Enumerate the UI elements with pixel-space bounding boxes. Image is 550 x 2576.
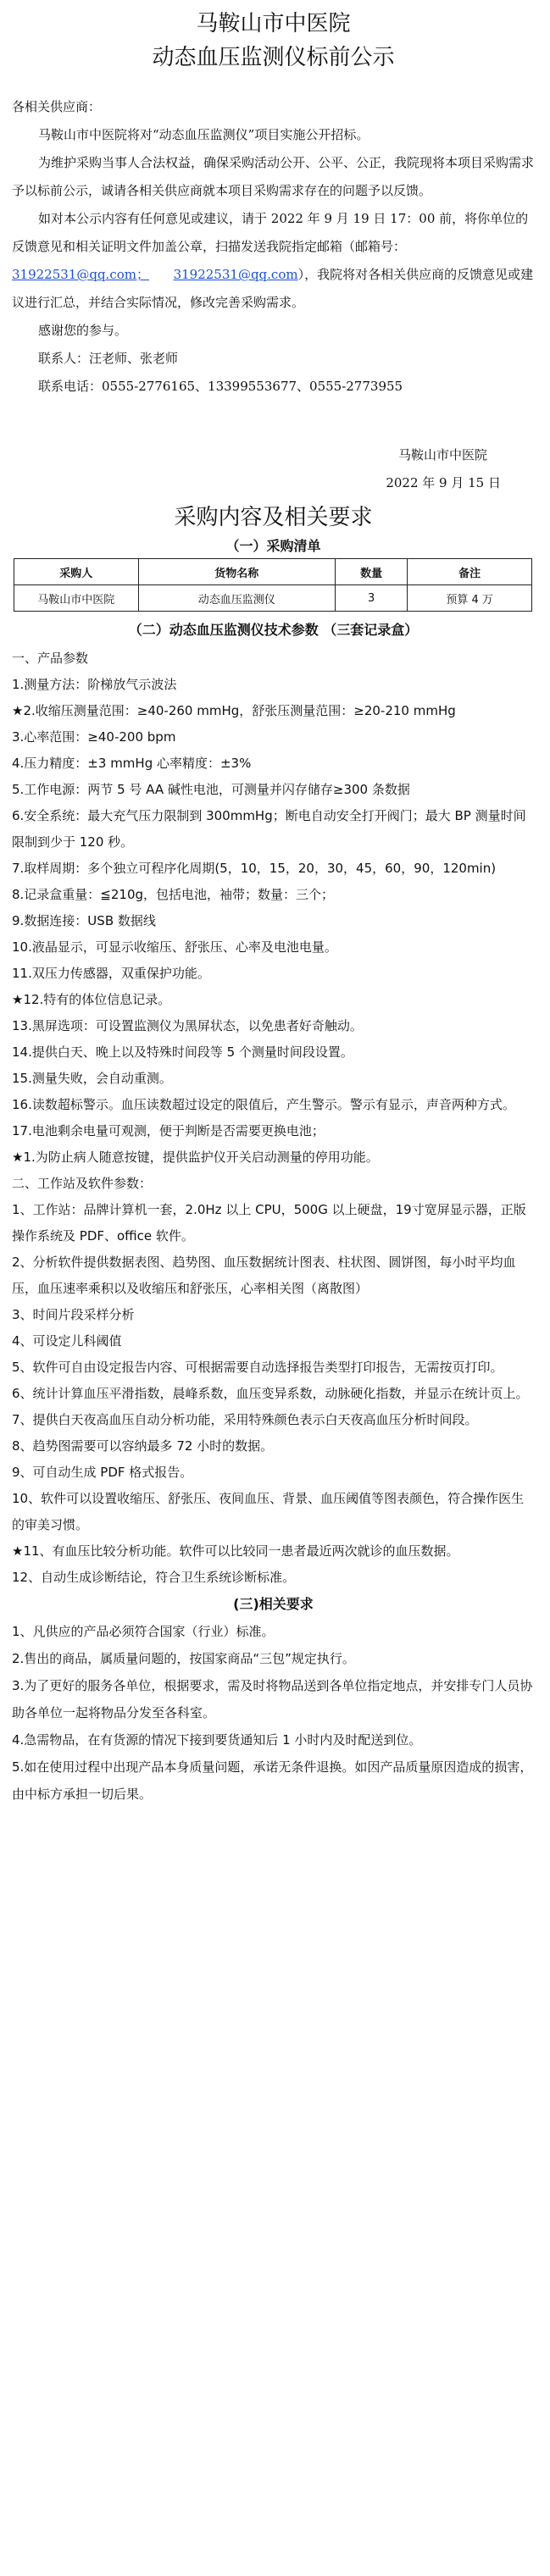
table-cell: 马鞍山市中医院	[14, 585, 139, 612]
table-header-cell: 备注	[408, 559, 532, 585]
table-header-cell: 采购人	[14, 559, 139, 585]
list-item: 4.急需物品，在有货源的情况下接到要货通知后 1 小时内及时配送到位。	[12, 1732, 422, 1748]
notice-paragraph-3-start: 如对本公示内容有任何意见或建议，请于 2022 年 9 月 19 日 17：00 前，将你单位的反馈意见和相关证明文件加盖公章，扫描发送我院指定邮箱（邮箱号：	[12, 211, 529, 254]
list-item: 一、产品参数	[12, 651, 89, 666]
list-item: 8.记录盒重量：≦210g，包括电池，袖带；数量：三个；	[12, 887, 335, 902]
requirements-title: 采购内容及相关要求	[174, 505, 373, 530]
email-link-1[interactable]: 31922531@qq.com；	[12, 267, 149, 282]
list-item: 二、工作站及软件参数：	[12, 1176, 153, 1191]
list-item: 16.读数超标警示。血压读数超过设定的限值后，产生警示。警示有显示，声音两种方式。	[12, 1097, 515, 1112]
list-item: 5、软件可自由设定报告内容、可根据需要自动选择报告类型打印报告，无需按页打印。	[12, 1360, 503, 1375]
table-header-cell: 货物名称	[138, 559, 335, 585]
list-item: 14.提供白天、晚上以及特殊时间段等 5 个测量时间段设置。	[12, 1044, 353, 1060]
contact-phones: 联系电话：0555-2776165、13399553677、0555-2773955	[38, 379, 403, 394]
table-cell: 动态血压监测仪	[138, 585, 335, 612]
section2-title: （二）动态血压监测仪技术参数 （三套记录盒）	[128, 622, 419, 638]
header-hospital-name: 马鞍山市中医院	[196, 11, 351, 36]
list-item: 7、提供白天夜高血压自动分析功能，采用特殊颜色表示白天夜高血压分析时间段。	[12, 1412, 478, 1427]
section1-title: （一）采购清单	[225, 538, 321, 554]
list-item: 9.数据连接：USB 数据线	[12, 913, 156, 928]
procurement-list-table	[14, 558, 532, 612]
list-item: 11.双压力传感器，双重保护功能。	[12, 966, 210, 981]
list-item: 1.测量方法：阶梯放气示波法	[12, 677, 177, 692]
list-item: 4、可设定儿科阈值	[12, 1333, 122, 1349]
list-item: 17.电池剩余电量可观测，便于判断是否需要更换电池；	[12, 1123, 325, 1138]
list-item: 2、分析软件提供数据表图、趋势图、血压数据统计图表、柱状图、圆饼图，每小时平均血压，血压速率乘积以及收缩压和舒张压，心率相关图（离散图）	[12, 1255, 516, 1296]
email-link-2[interactable]: 31922531@qq.com	[173, 267, 298, 282]
list-item: 3.心率范围：≥40-200 bpm	[12, 729, 176, 745]
section3-list	[12, 1618, 535, 1808]
thanks-text: 感谢您的参与。	[38, 323, 128, 338]
notice-paragraph-2: 为维护采购当事人合法权益，确保采购活动公开、公平、公正，我院现将本项目采购需求予以标前公示，诚请各相关供应商就本项目采购需求存在的问题予以反馈。	[12, 155, 535, 198]
table-header-row	[14, 559, 532, 585]
sign-organization: 马鞍山市中医院	[397, 447, 487, 463]
list-item: 4.压力精度：±3 mmHg 心率精度：±3%	[12, 756, 252, 771]
contact-person: 联系人：汪老师、张老师	[38, 351, 179, 366]
list-item: 9、可自动生成 PDF 格式报告。	[12, 1465, 193, 1480]
notice-paragraph-3-end: ），我院将对各相关供应商的反馈意见或建议进行汇总，并结合实际情况，修改完善采购需求。	[12, 267, 534, 310]
section3-title: (三)相关要求	[233, 1596, 314, 1612]
list-item: ★2.收缩压测量范围：≥40-260 mmHg，舒张压测量范围：≥20-210 mmHg	[12, 703, 456, 718]
list-item: ★12.特有的体位信息记录。	[12, 992, 171, 1007]
list-item: 1、工作站：品牌计算机一套，2.0Hz 以上 CPU，500G 以上硬盘，19寸宽屏显示器，正版操作系统及 PDF、office 软件。	[12, 1202, 526, 1244]
notice-paragraph-1: 马鞍山市中医院将对“动态血压监测仪”项目实施公开招标。	[38, 127, 369, 142]
list-item: 10.液晶显示，可显示收缩压、舒张压、心率及电池电量。	[12, 939, 337, 955]
list-item: 5.如在使用过程中出现产品本身质量问题，承诺无条件退换。如因产品质量原因造成的损害，由中标方承担一切后果。	[12, 1759, 533, 1802]
list-item: 2.售出的商品，属质量问题的，按国家商品“三包”规定执行。	[12, 1651, 355, 1666]
list-item: 12、自动生成诊断结论，符合卫生系统诊断标准。	[12, 1570, 296, 1585]
list-item: 15.测量失败，会自动重测。	[12, 1071, 172, 1086]
table-header-cell: 数量	[335, 559, 408, 585]
notice-paragraph-3	[12, 205, 535, 317]
list-item: 8、趋势图需要可以容纳最多 72 小时的数据。	[12, 1438, 274, 1454]
list-item: 3、时间片段采样分析	[12, 1307, 135, 1322]
sign-date: 2022 年 9 月 15 日	[386, 475, 501, 490]
list-item: 7.取样周期：多个独立可程序化周期(5，10，15，20，30，45，60，90，120min)	[12, 861, 497, 876]
list-item: ★1.为防止病人随意按键，提供监护仪开关启动测量的停用功能。	[12, 1150, 379, 1165]
list-item: 6.安全系统：最大充气压力限制到 300mmHg；断电自动安全打开阀门；最大 BP 测量时间限制到少于 120 秒。	[12, 808, 526, 850]
list-item: 5.工作电源：两节 5 号 AA 碱性电池，可测量并闪存储存≥300 条数据	[12, 782, 410, 797]
salutation: 各相关供应商：	[12, 99, 102, 114]
list-item: 6、统计计算血压平滑指数，晨峰系数，血压变异系数，动脉硬化指数，并显示在统计页上。	[12, 1386, 529, 1401]
table-cell: 3	[335, 585, 408, 612]
section2-list	[12, 645, 535, 1591]
list-item: 3.为了更好的服务各单位，根据要求，需及时将物品送到各单位指定地点，并安排专门人员协助各单位一起将物品分发至各科室。	[12, 1678, 533, 1720]
table-cell: 预算 4 万	[408, 585, 532, 612]
header-notice-title: 动态血压监测仪标前公示	[152, 45, 395, 70]
list-item: 13.黑屏选项：可设置监测仪为黑屏状态，以免患者好奇触动。	[12, 1018, 363, 1033]
table-row	[14, 585, 532, 612]
list-item: ★11、有血压比较分析功能。软件可以比较同一患者最近两次就诊的血压数据。	[12, 1543, 459, 1559]
list-item: 1、凡供应的产品必须符合国家（行业）标准。	[12, 1624, 275, 1639]
list-item: 10、软件可以设置收缩压、舒张压、夜间血压、背景、血压阈值等图表颜色，符合操作医生的审美习惯。	[12, 1491, 525, 1532]
